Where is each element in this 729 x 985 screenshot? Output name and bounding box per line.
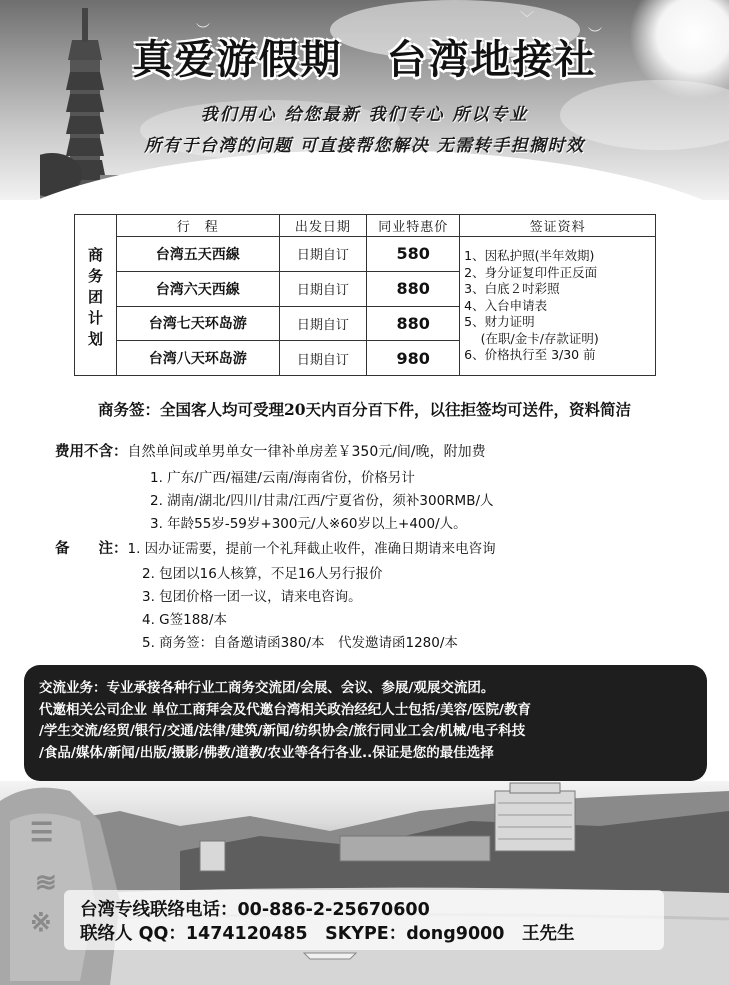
bird-icon: ︶ [196, 23, 210, 39]
exchange-business-box [24, 665, 707, 781]
table-row [75, 237, 656, 272]
note-item: 2. 包团以16人核算，不足16人另行报价 [142, 566, 383, 582]
visa-item: 2、身分证复印件正反面 [464, 264, 598, 280]
bird-icon: ﹀ [520, 11, 534, 27]
exchange-line: 代邀相关公司企业 单位工商拜会及代邀台湾相关政治经纪人士包括/美容/医院/教育 [39, 701, 531, 718]
price-cell: 880 [367, 306, 460, 341]
slogan-line-1: 我们用心 给您最新 我们专心 所以专业 [200, 105, 529, 125]
lake-scenery-image [0, 781, 729, 985]
header-date: 出发日期 [279, 215, 367, 237]
notes-label: 备 注： [55, 541, 128, 557]
contact-qq-skype[interactable]: 联络人 QQ：1474120485 SKYPE：dong9000 王先生 [80, 924, 575, 944]
exchange-line: /学生交流/经贸/银行/交通/法律/建筑/新闻/纺织协会/旅行同业工会/机械/电子科技 [39, 723, 526, 739]
date-cell: 日期自订 [279, 306, 367, 341]
fee-main-line [55, 440, 486, 461]
date-cell: 日期自订 [279, 341, 367, 376]
route-cell: 台湾六天西線 [116, 271, 279, 306]
exchange-line: /食品/媒体/新闻/出版/摄影/佛教/道教/农业等各行各业..保证是您的最佳选择 [39, 744, 494, 761]
page-title [0, 28, 729, 85]
business-plan-side-label: 商 务 团 计 划 [75, 215, 117, 376]
fee-item: 2. 湖南/湖北/四川/甘肃/江西/宁夏省份，须补300RMB/人 [150, 493, 494, 509]
price-cell: 880 [367, 271, 460, 306]
sun-moon-lake-photo [0, 781, 729, 985]
visa-item: 1、因私护照(半年效期) [464, 248, 595, 264]
title-brand: 真爱游假期 [132, 36, 343, 83]
svg-text:☰: ☰ [30, 818, 54, 848]
header-visa: 签证资料 [460, 215, 656, 237]
svg-text:≋: ≋ [35, 868, 57, 898]
exchange-line: 交流业务：专业承接各种行业工商务交流团/会展、会议、参展/观展交流团。 [39, 680, 495, 696]
title-agency: 台湾地接社 [386, 36, 597, 83]
route-cell: 台湾七天环岛游 [116, 306, 279, 341]
note-item: 5. 商务签：自备邀请函380/本 代发邀请函1280/本 [142, 635, 458, 651]
bird-icon: ︶ [588, 27, 602, 43]
visa-item: 6、价格执行至 3/30 前 [464, 347, 596, 363]
visa-item: 5、财力证明 [464, 314, 535, 330]
business-plan-table [74, 214, 656, 376]
visa-item: 4、入台申请表 [464, 297, 548, 313]
date-cell: 日期自订 [279, 237, 367, 272]
slogan-line-2: 所有于台湾的问题 可直接帮您解决 无需转手担搁时效 [144, 136, 585, 156]
note-item: 1. 因办证需要，提前一个礼拜截止收件，准确日期请来电咨询 [127, 541, 496, 557]
route-cell: 台湾五天西線 [116, 237, 279, 272]
table-header-row [75, 215, 656, 237]
visa-requirements-cell [460, 237, 656, 376]
price-cell: 580 [367, 237, 460, 272]
fee-item: 3. 年龄55岁-59岁+300元/人※60岁以上+400/人。 [150, 516, 467, 532]
date-cell: 日期自订 [279, 271, 367, 306]
price-cell: 980 [367, 341, 460, 376]
fee-label: 费用不含： [55, 444, 128, 460]
svg-text:※: ※ [30, 908, 52, 938]
visa-item: 3、白底２吋彩照 [464, 281, 560, 297]
visa-item: (在职/金卡/存款证明) [464, 330, 599, 346]
route-cell: 台湾八天环岛游 [116, 341, 279, 376]
contact-phone[interactable]: 台湾专线联络电话：00-886-2-25670600 [80, 900, 430, 920]
header-route: 行 程 [116, 215, 279, 237]
notes-first-line [55, 537, 496, 558]
note-item: 3. 包团价格一团一议，请来电咨询。 [142, 589, 362, 605]
header-price: 同业特惠价 [367, 215, 460, 237]
business-visa-note: 商务签：全国客人均可受理20天内百分百下件，以往拒签均可送件，资料简洁 [97, 400, 632, 419]
fee-item: 1. 广东/广西/福建/云南/海南省份，价格另计 [150, 470, 415, 486]
fee-main-text: 自然单间或单男单女一律补单房差￥350元/间/晚，附加费 [127, 444, 486, 460]
note-item: 4. G签188/本 [142, 612, 227, 628]
